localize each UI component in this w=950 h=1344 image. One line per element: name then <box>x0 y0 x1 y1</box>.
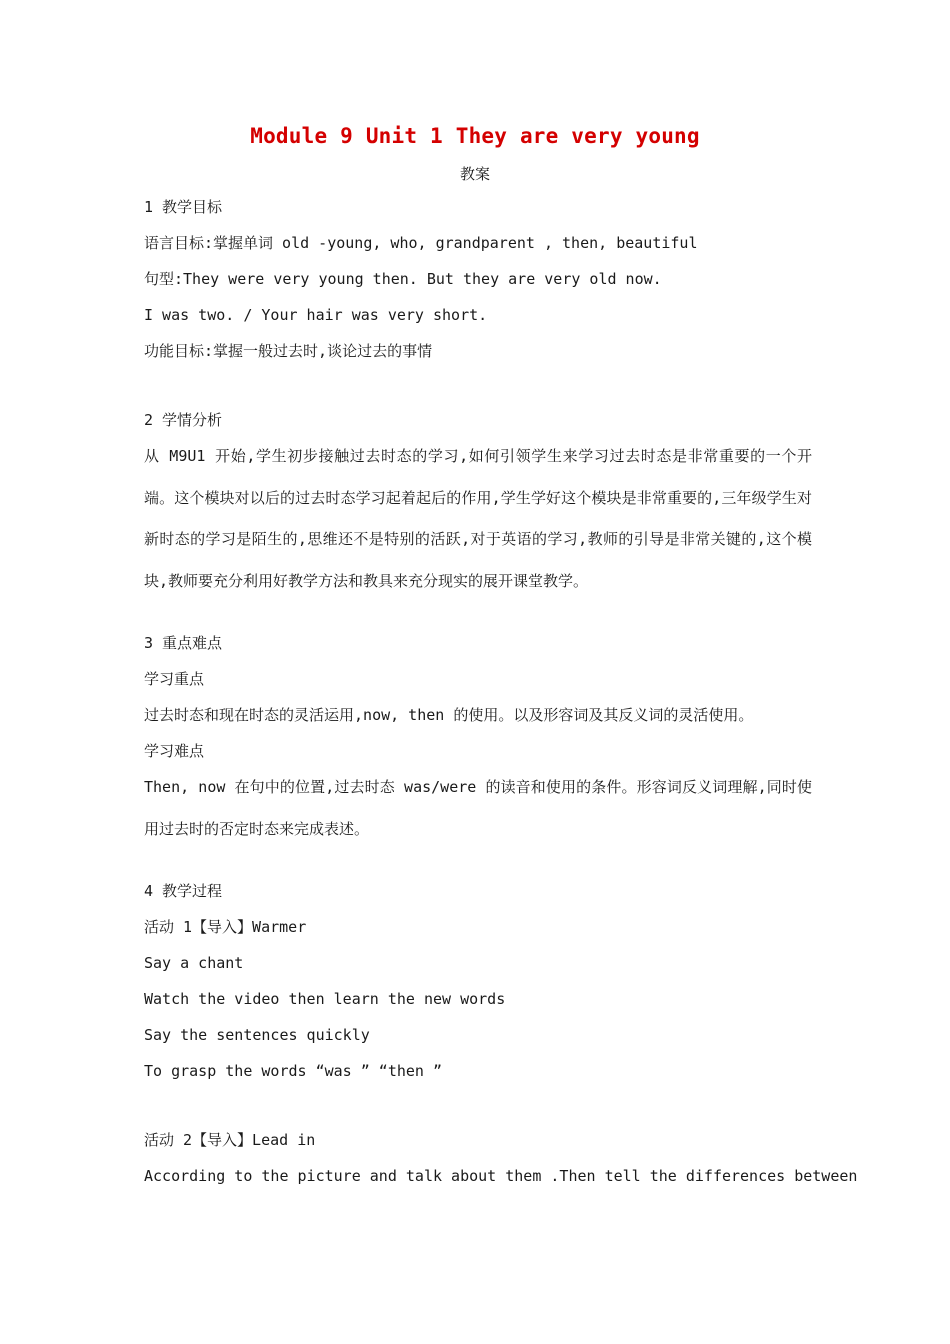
document-body <box>144 196 858 1201</box>
difficulties-label: 学习难点 <box>144 742 205 760</box>
text-line: Say a chant <box>144 954 244 972</box>
section-heading-analysis: 2 学情分析 <box>144 411 223 429</box>
text-line: Say the sentences quickly <box>144 1026 370 1044</box>
text-line: 句型:They were very young then. But they are very old now. <box>144 270 662 288</box>
document-subtitle: 教案 <box>459 165 490 183</box>
text-line: To grasp the words “was ” “then ” <box>144 1062 443 1080</box>
section-gap <box>144 599 812 632</box>
analysis-paragraph: 从 M9U1 开始,学生初步接触过去时态的学习,如何引领学生来学习过去时态是非常重要的一个开端。这个模块对以后的过去时态学习起着起后的作用,学生学好这个模块是非常重要的,三年级学生对新时态的学习是陌生的,思维还不是特别的活跃,对于英语的学习,教师的引导是非常关键的,这个模块,教师要充分利用好教学方法和教具来充分现实的展开课堂教学。 <box>144 447 812 590</box>
key-points-label: 学习重点 <box>144 670 205 688</box>
text-line: I was two. / Your hair was very short. <box>144 306 488 324</box>
difficulties-paragraph: Then, now 在句中的位置,过去时态 was/were 的读音和使用的条件。形容词反义词理解,同时使用过去时的否定时态来完成表述。 <box>144 778 812 838</box>
text-line: According to the picture and talk about them .Then tell the differences between <box>144 1167 858 1185</box>
section-heading-process: 4 教学过程 <box>144 882 223 900</box>
document-title: Module 9 Unit 1 They are very young <box>250 124 700 148</box>
section-heading-objectives: 1 教学目标 <box>144 198 223 216</box>
activity-2-title: 活动 2【导入】Lead in <box>144 1131 316 1149</box>
section-gap <box>144 847 812 880</box>
section-heading-key-points: 3 重点难点 <box>144 634 223 652</box>
text-line: Watch the video then learn the new words <box>144 990 506 1008</box>
key-points-text: 过去时态和现在时态的灵活运用,now, then 的使用。以及形容词及其反义词的灵活使用。 <box>144 706 754 724</box>
text-line: 语言目标:掌握单词 old -young, who, grandparent , then, beautiful <box>144 234 698 252</box>
text-line: 功能目标:掌握一般过去时,谈论过去的事情 <box>144 342 433 360</box>
section-gap <box>144 376 812 409</box>
section-gap <box>144 1096 812 1129</box>
activity-1-title: 活动 1【导入】Warmer <box>144 918 307 936</box>
